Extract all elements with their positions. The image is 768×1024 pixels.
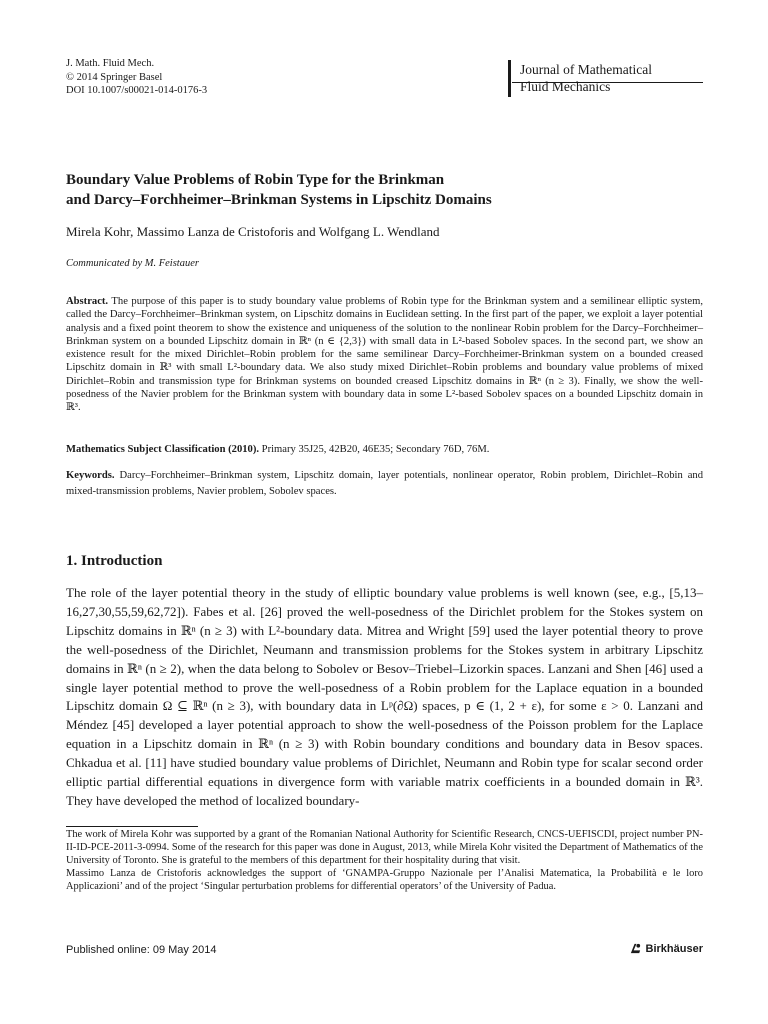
abstract-label: Abstract. <box>66 296 109 307</box>
article-title <box>66 170 703 210</box>
keywords <box>66 468 703 499</box>
journal-name-line2: Fluid Mechanics <box>520 78 611 94</box>
footnote-rule <box>66 826 198 827</box>
keywords-text: Darcy–Forchheimer–Brinkman system, Lipschitz domain, layer potentials, nonlinear operator, Robin problem, Dirichlet–Robin and mixed-transmission problems, Navier problem, Sobolev spaces. <box>66 470 703 497</box>
publisher-name: Birkhäuser <box>645 942 703 955</box>
article-page <box>66 0 703 1024</box>
footnote-acknowledgement: Massimo Lanza de Cristoforis acknowledges the support of ‘GNAMPA-Gruppo Nazionale per l’Analisi Matematica, la Probabilità e le loro Applicazioni’ and of the project ‘Singular perturbation problems for differential operators’ of the University of Padua. <box>66 867 703 892</box>
journal-name-line1: Journal of Mathematical <box>520 62 652 77</box>
publisher <box>629 942 703 955</box>
abstract <box>66 295 703 415</box>
published-date: Published online: 09 May 2014 <box>66 944 217 956</box>
keywords-label: Keywords. <box>66 470 115 481</box>
copyright: © 2014 Springer Basel <box>66 71 163 83</box>
authors: Mirela Kohr, Massimo Lanza de Cristoforis and Wolfgang L. Wendland <box>66 224 440 239</box>
msc-classification <box>66 443 703 456</box>
title-line2: and Darcy–Forchheimer–Brinkman Systems in Lipschitz Domains <box>66 192 492 208</box>
msc-text: Primary 35J25, 42B20, 46E35; Secondary 76D, 76M. <box>261 444 490 455</box>
abstract-text: The purpose of this paper is to study boundary value problems of Robin type for the Brinkman system and a semilinear elliptic system, called the Darcy–Forchheimer–Brinkman system, on Lipschitz domains in Euclidean setting. In the first part of the paper, we exploit a layer potential analysis and a fixed point theorem to show the existence and uniqueness of the solution to the nonlinear Robin problem for the Darcy–Forchheimer–Brinkman system on a bounded Lipschitz domain in ℝⁿ (n ∈ {2,3}) with small data in L²-based Sobolev spaces. In the second part, we show an existence result for the mixed Dirichlet–Robin problem for the same semilinear Darcy–Forchheimer-Brinkman system on a bounded creased Lipschitz domain in ℝ³ with small L²-boundary data. We also study mixed Dirichlet–Robin problems and boundary value problems of mixed Dirichlet–Robin and transmission type for Brinkman systems on bounded creased Lipschitz domains in ℝⁿ (n ≥ 3). Finally, we show the well-posedness of the Navier problem for the Brinkman system with boundary data in some L²-based Sobolev spaces on a bounded Lipschitz domain in ℝ³. <box>66 296 703 414</box>
msc-label: Mathematics Subject Classification (2010). <box>66 444 260 455</box>
introduction-paragraph: The role of the layer potential theory in the study of elliptic boundary value problems is well known (see, e.g., [5,13–16,27,30,55,59,62,72]). Fabes et al. [26] proved the well-posedness of the Dirichlet problem for the Stokes system on Lipschitz domains in ℝⁿ (n ≥ 3) with L²-boundary data. Mitrea and Wright [59] used the layer potential theory to prove the well-posedness of the Dirichlet, Neumann and transmission problems for the Stokes system in arbitrary Lipschitz domains in ℝⁿ (n ≥ 2), when the data belong to Sobolev or Besov–Triebel–Lizorkin spaces. Lanzani and Shen [46] used a single layer potential method to prove the well-posedness of a Robin problem for the Laplace equation in a bounded Lipschitz domain Ω ⊆ ℝⁿ (n ≥ 3), with boundary data in Lᵖ(∂Ω) spaces, p ∈ (1, 2 + ε), for some ε > 0. Lanzani and Méndez [45] developed a layer potential approach to show the well-posedness of the Poisson problem for the Laplace equation in a Lipschitz domain in ℝⁿ (n ≥ 3) with Robin boundary conditions and boundary data in Besov spaces. Chkadua et al. [11] have studied boundary value problems of Dirichlet, Neumann and Robin type for scalar second order elliptic partial differential equations in divergence form with variable matrix coefficients in a bounded domain in ℝ³. They have developed the method of localized boundary- <box>66 585 703 808</box>
doi[interactable]: DOI 10.1007/s00021-014-0176-3 <box>66 85 208 96</box>
footnote <box>66 829 703 894</box>
title-line1: Boundary Value Problems of Robin Type for the Brinkman <box>66 172 445 188</box>
birkhauser-logo-icon <box>629 942 642 955</box>
footnote-funding: The work of Mirela Kohr was supported by a grant of the Romanian National Authority for Scientific Research, CNCS-UEFISCDI, project number PN-II-ID-PCE-2011-3-0994. Some of the research for this paper was done in August, 2013, while Mirela Kohr visited the Department of Mathematics of the University of Toronto. She is grateful to the members of this department for their hospitality during that visit. <box>66 829 703 866</box>
section-title: 1. Introduction <box>66 553 163 569</box>
journal-abbrev: J. Math. Fluid Mech. <box>66 58 155 69</box>
journal-name <box>508 62 652 95</box>
article-metadata <box>66 57 207 98</box>
communicated-by: Communicated by M. Feistauer <box>66 258 199 269</box>
